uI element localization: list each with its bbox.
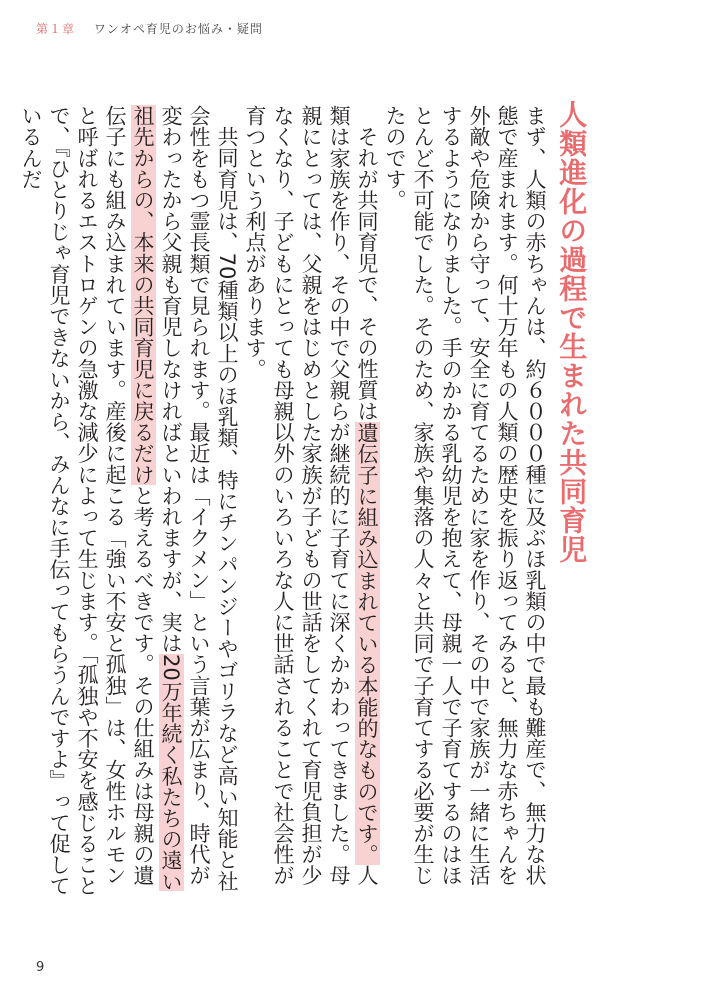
chapter-label: 第１章 <box>36 22 76 36</box>
paragraph-2 <box>241 105 381 905</box>
highlighted-text: 20万年続く私たちの遠い祖先からの、本来の共同育児に戻るだけ <box>131 105 184 892</box>
paragraph-1-text: まず、人類の赤ちゃんは、約６０００種に及ぶほ乳類の中で最も難産で、無力な状態で産まれます。何十万年もの人類の歴史を振り返ってみると、無力な赤ちゃんを外敵や危険から守って、安全に育てるために家を作り、その中で家族が一緒に生活するようになりました。手のかかる乳幼児を抱えて、母親一人で子育てするのはほとんど不可能でした。そのため、家族や集落の人々と共同で子育てする必要が生じたのです。 <box>383 105 548 886</box>
paragraph-3 <box>17 105 241 905</box>
paragraph-2-text-start: それが共同育児で、その性質は <box>355 126 380 422</box>
paragraph-3-text-start: 共同育児は、70種類以上のほ乳類、特にチンパンジーやゴリラなど高い知能と社会性をもつ霊長類で見られます。最近は「イクメン」という言葉が広まり、時代が変わったから父親も育児しなければといわれますが、実は <box>159 105 240 892</box>
chapter-title: ワンオペ育児のお悩み・疑問 <box>93 22 263 36</box>
section-heading: 人類進化の過程で生まれた共同育児 <box>555 100 589 564</box>
paragraph-3-text-end: と考えるべきです。その仕組みは母親の遺伝子にも組み込まれています。産後に起こる「強い不安と孤独」は、女性ホルモンと呼ばれるエストロゲンの急激な減少によって生じます。「孤独や不安を感じることで、『ひとりじゃ育児できないから、みんなに手伝ってもらうんですよ』って促しているんだ <box>19 105 156 897</box>
running-head <box>36 20 263 37</box>
page-number: 9 <box>36 960 45 975</box>
paragraph-1 <box>381 105 549 905</box>
highlighted-text: 遺伝子に組み込まれている本能的なものです。 <box>355 421 380 865</box>
body-text <box>17 105 549 905</box>
paragraph-2-text-end: 人類は家族を作り、その中で父親らが継続的に子育てに深くかかわってきました。母親にとっては、父親をはじめとした家族が子どもの世話をしてくれて育児負担が少なくなり、子どもにとっても母親以外のいろいろな人に世話されることで社会性が育つという利点があります。 <box>243 105 380 886</box>
